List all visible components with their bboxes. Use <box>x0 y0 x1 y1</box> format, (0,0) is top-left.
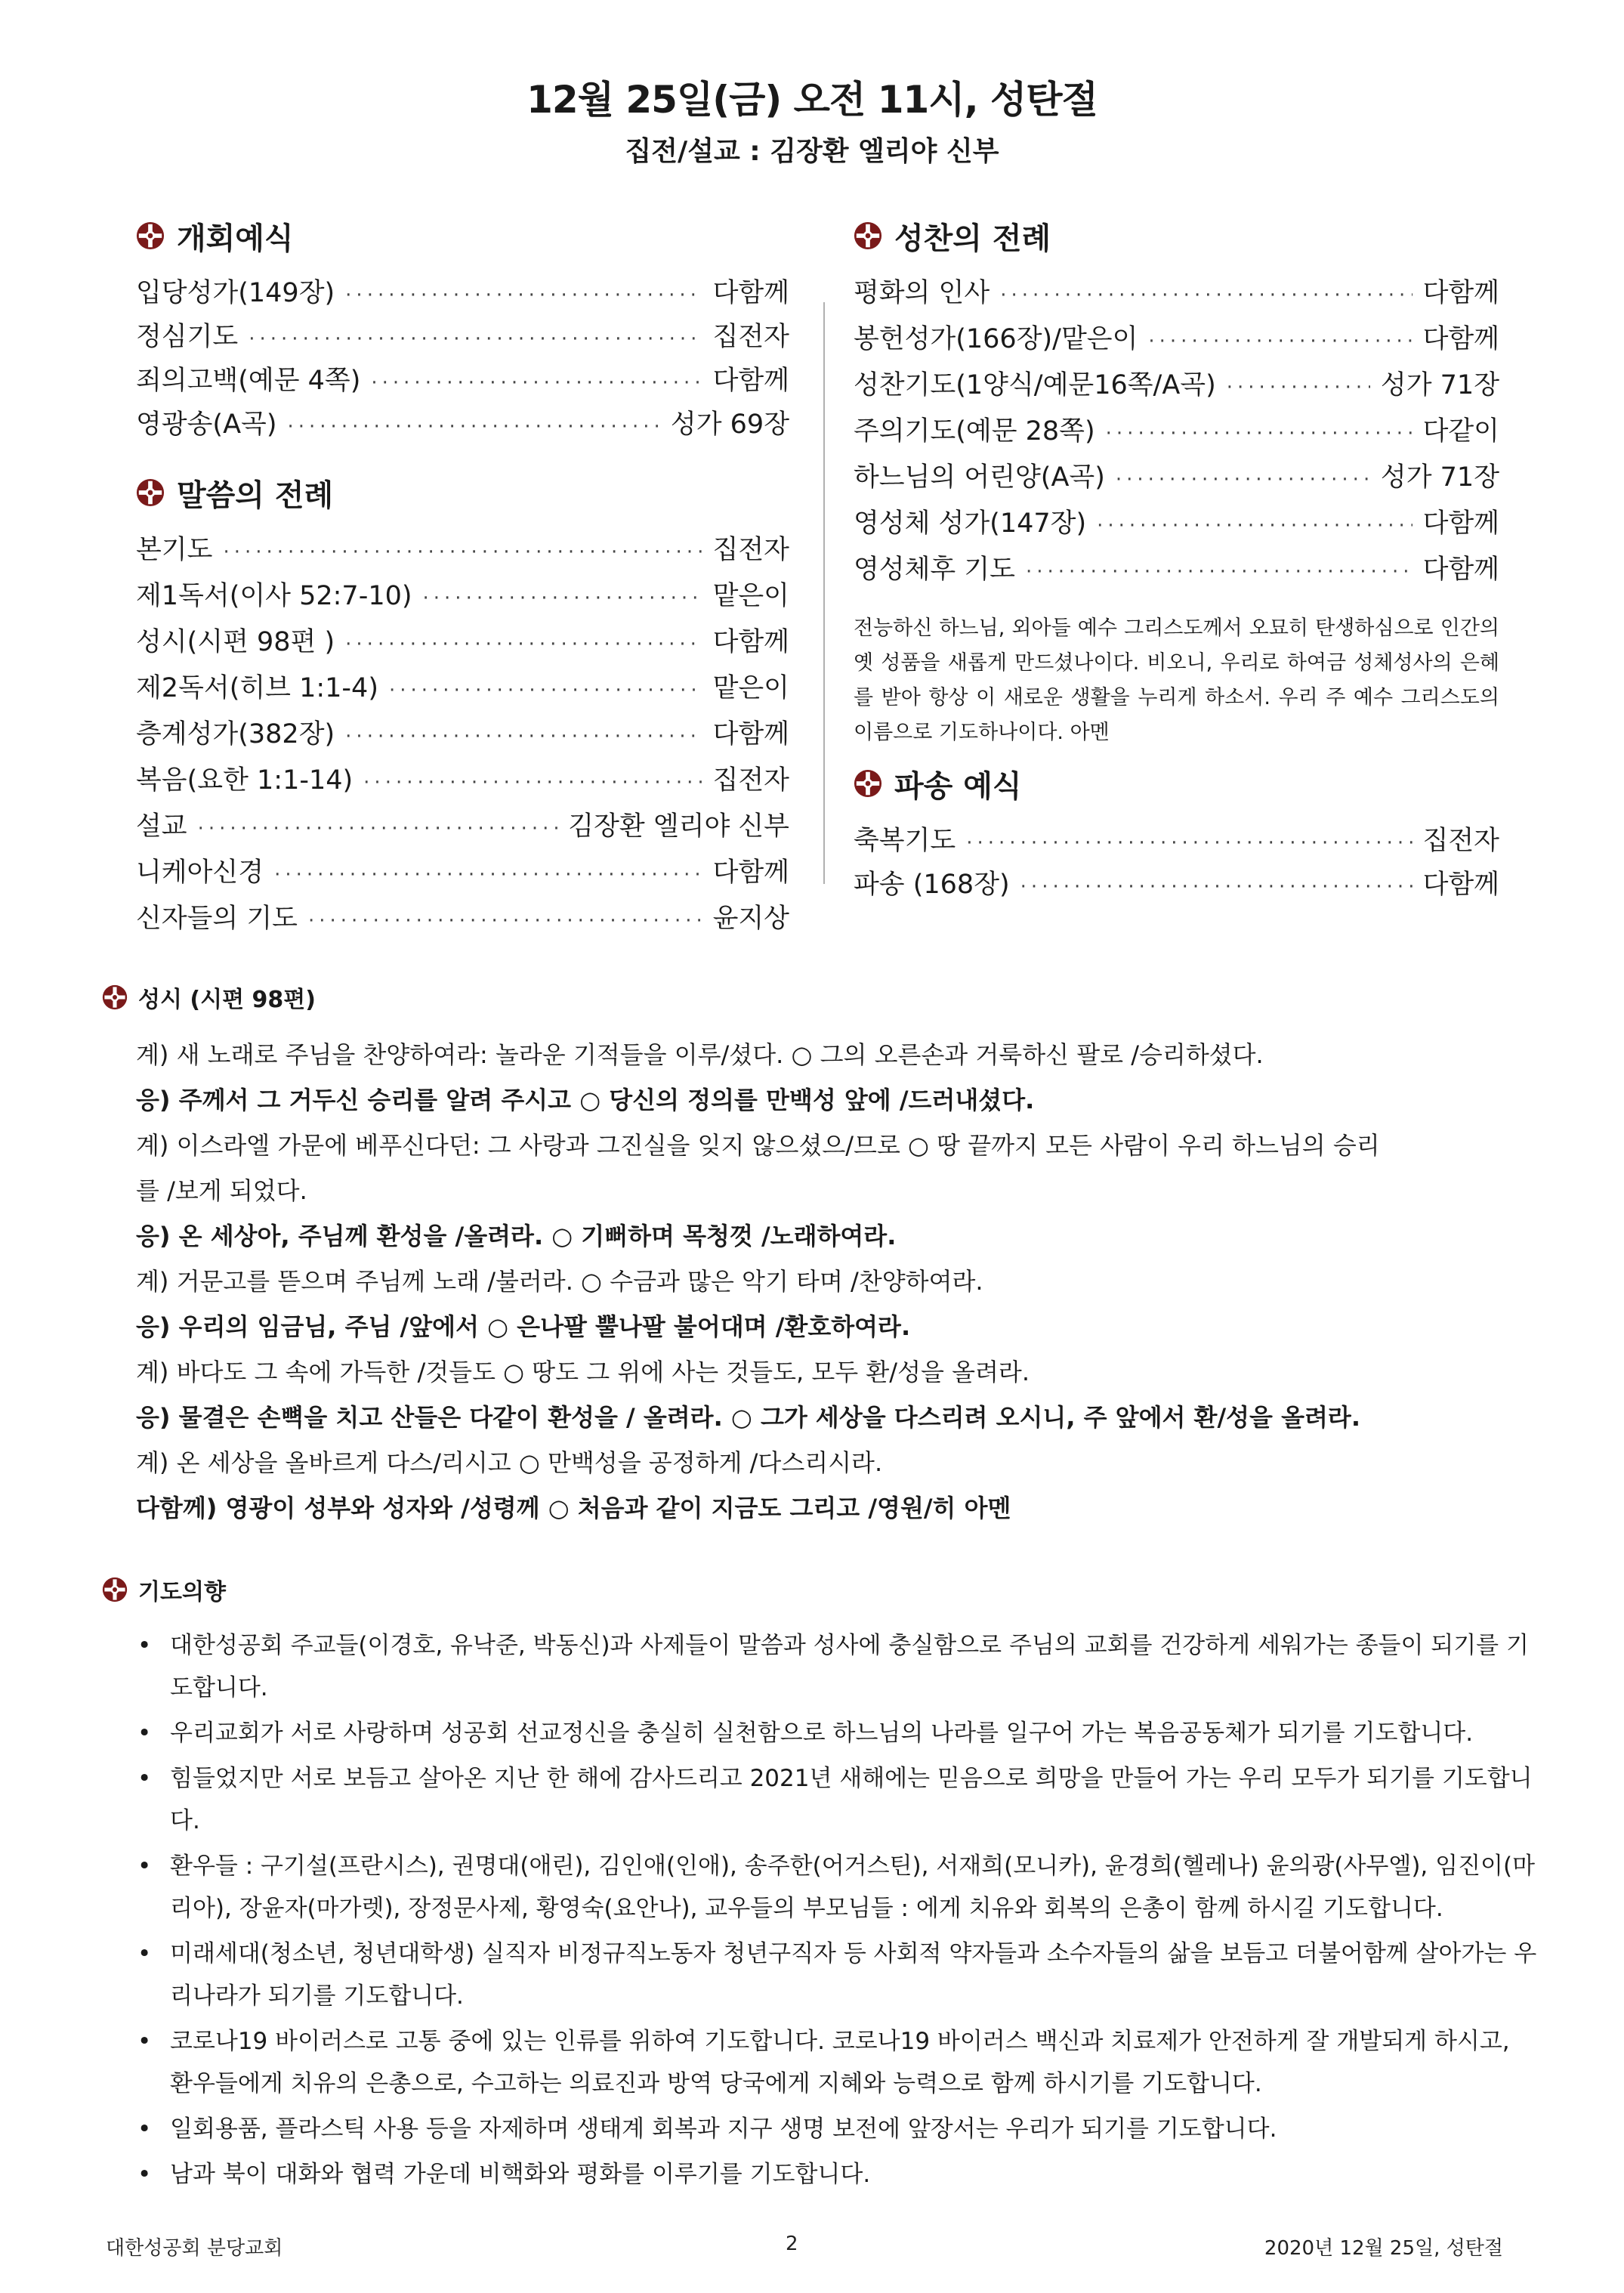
order-item <box>136 316 789 360</box>
section-title: 기도의향 <box>138 1579 226 1605</box>
cross-icon <box>854 769 882 798</box>
order-list-word <box>136 529 789 944</box>
dot-leader <box>308 910 702 932</box>
order-item-name: 파송 (168장) <box>854 870 1010 900</box>
psalm-line: 다함께) 영광이 성부와 성자와 /성령께 ○ 처음과 같이 지금도 그리고 /영원/히 아멘 <box>136 1494 1011 1522</box>
intention-item: • 코로나19 바이러스로 고통 중에 있는 인류를 위하여 기도합니다. 코로나19 바이러스 백신과 치료제가 안전하게 잘 개발되게 하시고, 환우들에게 치유의 은총으로, 수고하는 의료진과 방역 당국에게 지혜와 능력으로 함께 하시기를 기도합니다. <box>136 2020 1537 2105</box>
order-item-name: 본기도 <box>136 535 213 565</box>
intention-item: • 미래세대(청소년, 청년대학생) 실직자 비정규직노동자 청년구직자 등 사회적 약자들과 소수자들의 삶을 보듬고 더불어함께 살아가는 우리나라가 되기를 기도합니다. <box>136 1933 1537 2017</box>
section-title: 개회예식 <box>177 221 294 256</box>
dot-leader <box>345 725 702 748</box>
order-list-eucharist <box>854 272 1499 595</box>
order-item-name: 신자들의 기도 <box>136 904 298 934</box>
order-item-leader: 다함께 <box>1422 278 1499 308</box>
order-item <box>854 502 1499 549</box>
order-item-leader: 다함께 <box>1422 555 1499 585</box>
dot-leader <box>1148 330 1412 353</box>
order-item-name: 봉헌성가(166장)/맡은이 <box>854 324 1138 354</box>
intention-item: • 환우들 : 구기설(프란시스), 권명대(애린), 김인애(인애), 송주한(어거스틴), 서재희(모니카), 윤경희(헬레나) 윤의광(사무엘), 임진이(마리아), 장윤자(마가렛), 장정문사제, 황영숙(요안나), 교우들의 부모님들 : 에게 치유와 회복의 은총이 함께 하시길 기도합니다. <box>136 1845 1537 1930</box>
order-item-leader: 맡은이 <box>712 673 789 703</box>
order-item-name: 니케아신경 <box>136 858 264 888</box>
order-item-leader: 성가 71장 <box>1380 462 1499 493</box>
order-item-name: 설교 <box>136 811 187 842</box>
order-item-name: 주의기도(예문 28쪽) <box>854 416 1095 447</box>
order-item-leader: 다함께 <box>1422 870 1499 900</box>
page-subtitle: 집전/설교 : 김장환 엘리야 신부 <box>625 136 999 167</box>
order-item-leader: 다함께 <box>712 719 789 749</box>
order-item-name: 축복기도 <box>854 826 956 856</box>
intentions-heading <box>102 1573 1537 1606</box>
intentions-list <box>102 1624 1537 2196</box>
dot-leader <box>1106 422 1413 445</box>
order-list-opening <box>136 272 789 447</box>
section-heading-dismissal <box>854 761 1499 806</box>
left-column <box>136 213 789 944</box>
order-item-name: 정심기도 <box>136 322 239 352</box>
column-divider <box>823 302 825 884</box>
order-item <box>854 456 1499 502</box>
psalm-section <box>102 981 1537 1531</box>
order-item <box>136 575 789 621</box>
order-item <box>136 403 789 447</box>
order-item-name: 제2독서(히브 1:1-4) <box>136 673 378 703</box>
dot-leader <box>345 284 702 307</box>
order-list-dismissal <box>854 820 1499 907</box>
intention-item: • 대한성공회 주교들(이경호, 유낙준, 박동신)과 사제들이 말씀과 성사에 충실함으로 주님의 교회를 건강하게 세워가는 종들이 되기를 기도합니다. <box>136 1624 1537 1709</box>
order-item <box>136 898 789 944</box>
order-item-name: 평화의 인사 <box>854 278 990 308</box>
footer-page-number: 2 <box>786 2233 798 2255</box>
order-item-leader: 다함께 <box>712 366 789 396</box>
order-item <box>854 272 1499 318</box>
dot-leader <box>1227 376 1370 399</box>
dot-leader <box>1020 876 1413 898</box>
order-item <box>136 667 789 713</box>
dot-leader <box>1000 284 1412 307</box>
footer-church-name: 대한성공회 분당교회 <box>106 2237 283 2260</box>
cross-icon <box>136 221 165 250</box>
psalm-line: 계) 온 세상을 올바르게 다스/리시고 ○ 만백성을 공정하게 /다스리시라. <box>136 1448 883 1477</box>
dot-leader <box>1026 561 1413 583</box>
order-item <box>854 549 1499 595</box>
order-item-leader: 다함께 <box>1422 324 1499 354</box>
dot-leader <box>371 372 702 394</box>
psalm-line: 계) 거문고를 뜯으며 주님께 노래 /불러라. ○ 수금과 많은 악기 타며 /찬양하여라. <box>136 1267 983 1296</box>
page-title: 12월 25일(금) 오전 11시, 성탄절 <box>526 78 1098 122</box>
order-item <box>136 621 789 667</box>
psalm-line: 계) 바다도 그 속에 가득한 /것들도 ○ 땅도 그 위에 사는 것들도, 모두 환/성을 올려라. <box>136 1358 1030 1386</box>
section-title: 말씀의 전례 <box>177 477 334 513</box>
order-item-leader: 성가 71장 <box>1380 370 1499 400</box>
psalm-line: 응) 온 세상아, 주님께 환성을 /올려라. ○ 기뻐하며 목청껏 /노래하여라. <box>136 1222 897 1250</box>
order-item-leader: 집전자 <box>712 765 789 796</box>
footer-date: 2020년 12월 25일, 성탄절 <box>1264 2237 1503 2260</box>
right-column <box>854 213 1499 907</box>
intention-item: • 우리교회가 서로 사랑하며 성공회 선교정신을 충실히 실천함으로 하느님의 나라를 일구어 가는 복음공동체가 되기를 기도합니다. <box>136 1712 1537 1754</box>
intentions-section <box>102 1573 1537 2199</box>
psalm-line: 계) 새 노래로 주님을 찬양하여라: 놀라운 기적들을 이루/셨다. ○ 그의 오른손과 거룩하신 팔로 /승리하셨다. <box>136 1040 1264 1069</box>
order-item-name: 죄의고백(예문 4쪽) <box>136 366 361 396</box>
order-item-leader: 집전자 <box>712 535 789 565</box>
dot-leader <box>1097 515 1412 537</box>
order-item-name: 하느님의 어린양(A곡) <box>854 462 1105 493</box>
section-title: 성찬의 전례 <box>894 221 1051 256</box>
order-item <box>136 805 789 851</box>
cross-icon <box>854 221 882 250</box>
order-item <box>854 318 1499 364</box>
order-item <box>136 360 789 403</box>
psalm-line: 계) 이스라엘 가문에 베푸신다던: 그 사랑과 그진실을 잊지 않으셨으/므로 ○ 땅 끝까지 모든 사람이 우리 하느님의 승리 <box>136 1131 1380 1160</box>
order-item <box>854 410 1499 456</box>
order-item-name: 성찬기도(1양식/예문16쪽/A곡) <box>854 370 1216 400</box>
intention-item: • 힘들었지만 서로 보듬고 살아온 지난 한 해에 감사드리고 2021년 새해에는 믿음으로 희망을 만들어 가는 우리 모두가 되기를 기도합니다. <box>136 1757 1537 1842</box>
dot-leader <box>1116 468 1370 491</box>
order-item-name: 영성체후 기도 <box>854 555 1015 585</box>
order-item <box>854 820 1499 864</box>
psalm-line: 응) 주께서 그 거두신 승리를 알려 주시고 ○ 당신의 정의를 만백성 앞에 /드러내셨다. <box>136 1086 1035 1114</box>
intention-item: • 일회용품, 플라스틱 사용 등을 자제하며 생태계 회복과 지구 생명 보전에 앞장서는 우리가 되기를 기도합니다. <box>136 2108 1537 2150</box>
section-title: 파송 예식 <box>894 768 1022 804</box>
dot-leader <box>423 587 702 610</box>
dot-leader <box>389 679 702 702</box>
order-item-leader: 집전자 <box>1422 826 1499 856</box>
dot-leader <box>345 633 702 656</box>
order-item-leader: 다함께 <box>712 278 789 308</box>
order-item <box>854 364 1499 410</box>
post-communion-prayer: 전능하신 하느님, 외아들 예수 그리스도께서 오묘히 탄생하심으로 인간의 옛 성품을 새롭게 만드셨나이다. 비오니, 우리로 하여금 성체성사의 은혜를 받아 항상 이 새로운 생활을 누리게 하소서. 우리 주 예수 그리스도의 이름으로 기도하나이다. 아멘 <box>854 617 1499 744</box>
cross-icon <box>102 984 128 1010</box>
order-item-name: 입당성가(149장) <box>136 278 335 308</box>
order-item-name: 성시(시편 98편 ) <box>136 627 335 657</box>
section-title: 성시 (시편 98편) <box>138 987 316 1013</box>
dot-leader <box>274 864 702 886</box>
order-item <box>136 713 789 759</box>
order-item-name: 층계성가(382장) <box>136 719 335 749</box>
psalm-lines <box>102 1032 1537 1531</box>
order-item-leader: 성가 69장 <box>670 409 789 440</box>
order-item <box>136 851 789 898</box>
dot-leader <box>249 328 702 351</box>
order-item-leader: 윤지상 <box>712 904 789 934</box>
order-item-leader: 집전자 <box>712 322 789 352</box>
order-item-name: 영성체 성가(147장) <box>854 508 1087 539</box>
dot-leader <box>198 817 558 840</box>
psalm-line: 를 /보게 되었다. <box>136 1176 307 1205</box>
section-heading-opening <box>136 213 789 258</box>
order-item-leader: 다함께 <box>712 627 789 657</box>
order-item <box>136 272 789 316</box>
section-heading-eucharist <box>854 213 1499 258</box>
section-heading-word <box>136 470 789 515</box>
intention-item: • 남과 북이 대화와 협력 가운데 비핵화와 평화를 이루기를 기도합니다. <box>136 2153 1537 2196</box>
psalm-line: 응) 물결은 손뼉을 치고 산들은 다같이 환성을 / 올려라. ○ 그가 세상을 다스리려 오시니, 주 앞에서 환/성을 올려라. <box>136 1403 1361 1432</box>
psalm-heading <box>102 981 1537 1014</box>
order-item <box>136 759 789 805</box>
order-item-leader: 맡은이 <box>712 581 789 611</box>
order-item <box>854 864 1499 907</box>
dot-leader <box>288 416 660 438</box>
cross-icon <box>102 1577 128 1602</box>
order-item-name: 영광송(A곡) <box>136 409 277 440</box>
order-item <box>136 529 789 575</box>
dot-leader <box>223 541 702 564</box>
order-item-name: 제1독서(이사 52:7-10) <box>136 581 412 611</box>
dot-leader <box>363 771 702 794</box>
dot-leader <box>966 832 1412 854</box>
psalm-line: 응) 우리의 임금님, 주님 /앞에서 ○ 은나팔 뿔나팔 불어대며 /환호하여라. <box>136 1312 911 1341</box>
order-item-leader: 김장환 엘리야 신부 <box>568 811 789 842</box>
order-item-name: 복음(요한 1:1-14) <box>136 765 354 796</box>
order-item-leader: 다함께 <box>712 858 789 888</box>
cross-icon <box>136 478 165 507</box>
order-item-leader: 다함께 <box>1422 508 1499 539</box>
order-item-leader: 다같이 <box>1422 416 1499 447</box>
